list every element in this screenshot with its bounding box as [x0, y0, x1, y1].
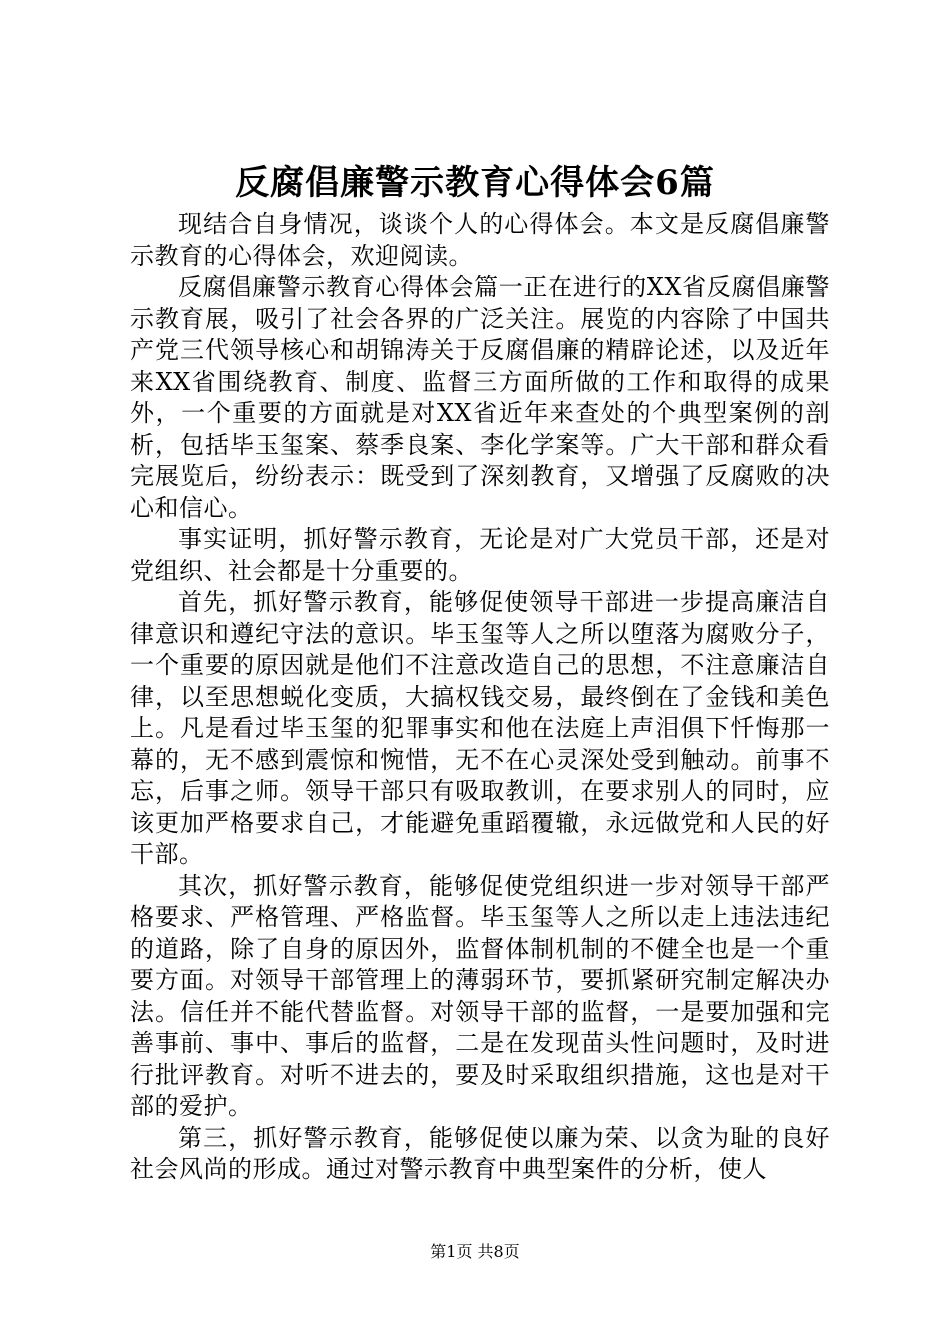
paragraph-third-point: 第三，抓好警示教育，能够促使以廉为荣、以贪为耻的良好社会风尚的形成。通过对警示教育中典型案件的分析，使人: [130, 1123, 830, 1183]
paragraph-first-point: 首先，抓好警示教育，能够促使领导干部进一步提高廉洁自律意识和遵纪守法的意识。毕玉玺等人之所以堕落为腐败分子，一个重要的原因就是他们不注意改造自己的思想，不注意廉洁自律，以至思想蜕化变质，大搞权钱交易，最终倒在了金钱和美色上。凡是看过毕玉玺的犯罪事实和他在法庭上声泪俱下忏悔那一幕的，无不感到震惊和惋惜，无不在心灵深处受到触动。前事不忘，后事之师。领导干部只有吸取教训，在要求别人的同时，应该更加严格要求自己，才能避免重蹈覆辙，永远做党和人民的好干部。: [130, 588, 830, 868]
page-footer: 第1页 共8页: [430, 1242, 520, 1261]
paragraph-second-point: 其次，抓好警示教育，能够促使党组织进一步对领导干部严格要求、严格管理、严格监督。毕玉玺等人之所以走上违法违纪的道路，除了自身的原因外，监督体制机制的不健全也是一个重要方面。对领导干部管理上的薄弱环节，要抓紧研究制定解决办法。信任并不能代替监督。对领导干部的监督，一是要加强和完善事前、事中、事后的监督，二是在发现苗头性问题时，及时进行批评教育。对听不进去的，要及时采取组织措施，这也是对干部的爱护。: [130, 871, 830, 1120]
document-body: [130, 209, 830, 1186]
document-title: 反腐倡廉警示教育心得体会6篇: [235, 163, 715, 203]
paragraph-facts: 事实证明，抓好警示教育，无论是对广大党员干部，还是对党组织、社会都是十分重要的。: [130, 525, 830, 585]
paragraph-exhibition: 反腐倡廉警示教育心得体会篇一正在进行的XX省反腐倡廉警示教育展，吸引了社会各界的广泛关注。展览的内容除了中国共产党三代领导核心和胡锦涛关于反腐倡廉的精辟论述，以及近年来XX省围绕教育、制度、监督三方面所做的工作和取得的成果外，一个重要的方面就是对XX省近年来查处的个典型案例的剖析，包括毕玉玺案、蔡季良案、李化学案等。广大干部和群众看完展览后，纷纷表示：既受到了深刻教育，又增强了反腐败的决心和信心。: [130, 273, 830, 522]
paragraph-intro: 现结合自身情况，谈谈个人的心得体会。本文是反腐倡廉警示教育的心得体会，欢迎阅读。: [130, 210, 830, 270]
